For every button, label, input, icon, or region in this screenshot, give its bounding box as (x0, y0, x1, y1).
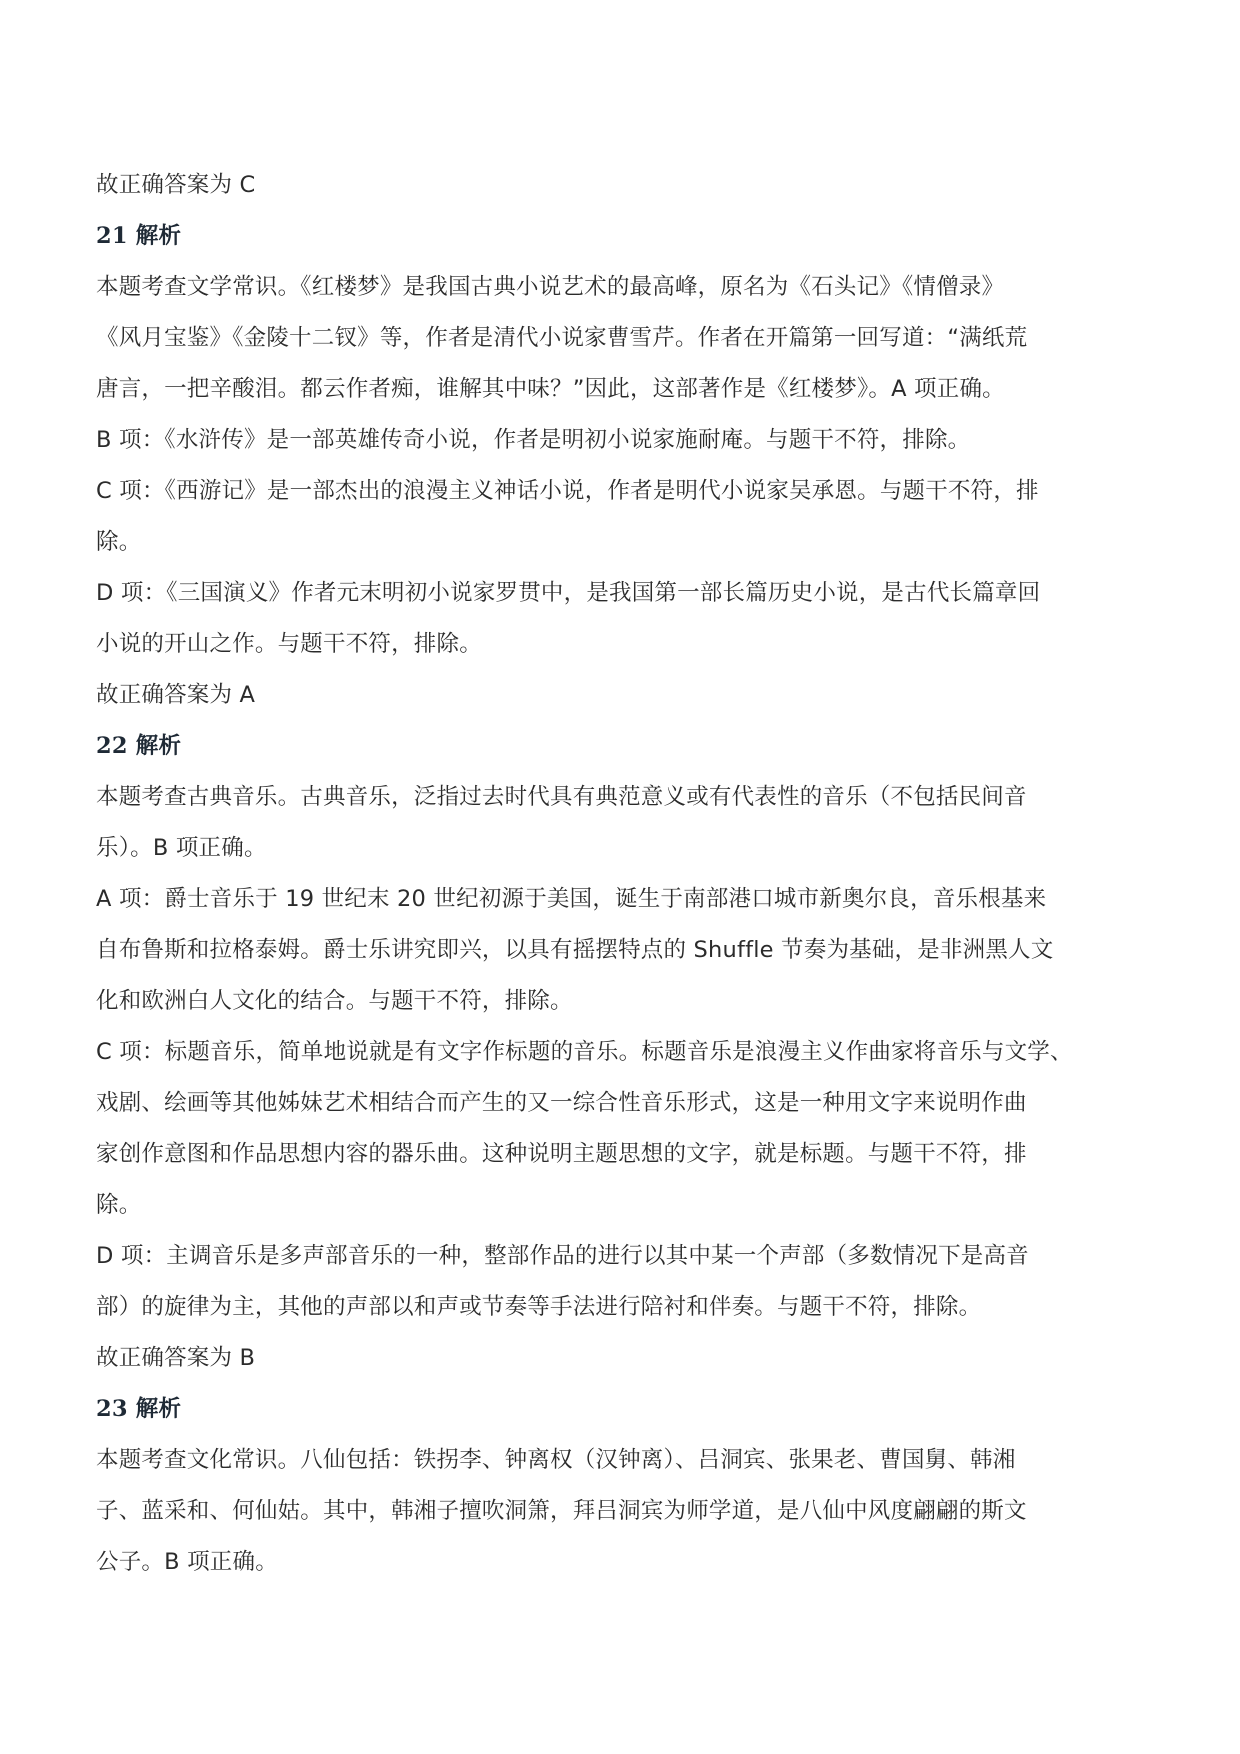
text-line: 小说的开山之作。与题干不符，排除。 (96, 631, 482, 657)
section-heading: 22 解析 (96, 733, 182, 759)
section-heading: 21 解析 (96, 223, 182, 249)
text-line: 唐言，一把辛酸泪。都云作者痴，谁解其中味？”因此，这部著作是《红楼梦》。A 项正确。 (96, 376, 1005, 402)
text-line: C 项：标题音乐，简单地说就是有文字作标题的音乐。标题音乐是浪漫主义作曲家将音乐与文学、 (96, 1039, 1073, 1065)
text-line: 本题考查文学常识。《红楼梦》是我国古典小说艺术的最高峰，原名为《石头记》《情僧录》 (96, 274, 1005, 300)
text-line: A 项：爵士音乐于 19 世纪末 20 世纪初源于美国，诞生于南部港口城市新奥尔良，音乐根基来 (96, 886, 1047, 912)
document-page (96, 160, 1166, 1588)
text-line: 家创作意图和作品思想内容的器乐曲。这种说明主题思想的文字，就是标题。与题干不符，排 (96, 1141, 1027, 1167)
text-line: 故正确答案为 C (96, 172, 256, 198)
text-line: 故正确答案为 A (96, 682, 256, 708)
text-line: 《风月宝鉴》《金陵十二钗》等，作者是清代小说家曹雪芹。作者在开篇第一回写道：“满纸荒 (96, 325, 1028, 351)
section-heading: 23 解析 (96, 1396, 182, 1422)
text-line: 本题考查文化常识。八仙包括：铁拐李、钟离权（汉钟离）、吕洞宾、张果老、曹国舅、韩湘 (96, 1447, 1016, 1473)
text-line: D 项：主调音乐是多声部音乐的一种，整部作品的进行以其中某一个声部（多数情况下是高音 (96, 1243, 1029, 1269)
text-line: 故正确答案为 B (96, 1345, 256, 1371)
text-line: 自布鲁斯和拉格泰姆。爵士乐讲究即兴，以具有摇摆特点的 Shuffle 节奏为基础，是非洲黑人文 (96, 937, 1054, 963)
text-line: B 项：《水浒传》是一部英雄传奇小说，作者是明初小说家施耐庵。与题干不符，排除。 (96, 427, 971, 453)
text-line: 除。 (96, 529, 142, 555)
text-line: 子、蓝采和、何仙姑。其中，韩湘子擅吹洞箫，拜吕洞宾为师学道，是八仙中风度翩翩的斯文 (96, 1498, 1027, 1524)
text-line: 戏剧、绘画等其他姊妹艺术相结合而产生的又一综合性音乐形式，这是一种用文字来说明作曲 (96, 1090, 1027, 1116)
text-line: 乐）。B 项正确。 (96, 835, 267, 861)
text-line: 公子。B 项正确。 (96, 1549, 278, 1575)
text-line: 部）的旋律为主，其他的声部以和声或节奏等手法进行陪衬和伴奏。与题干不符，排除。 (96, 1294, 982, 1320)
text-line: 本题考查古典音乐。古典音乐，泛指过去时代具有典范意义或有代表性的音乐（不包括民间音 (96, 784, 1027, 810)
text-line: 除。 (96, 1192, 142, 1218)
text-line: 化和欧洲白人文化的结合。与题干不符，排除。 (96, 988, 573, 1014)
text-line: D 项：《三国演义》作者元末明初小说家罗贯中，是我国第一部长篇历史小说，是古代长篇章回 (96, 580, 1041, 606)
text-line: C 项：《西游记》是一部杰出的浪漫主义神话小说，作者是明代小说家吴承恩。与题干不符，排 (96, 478, 1039, 504)
